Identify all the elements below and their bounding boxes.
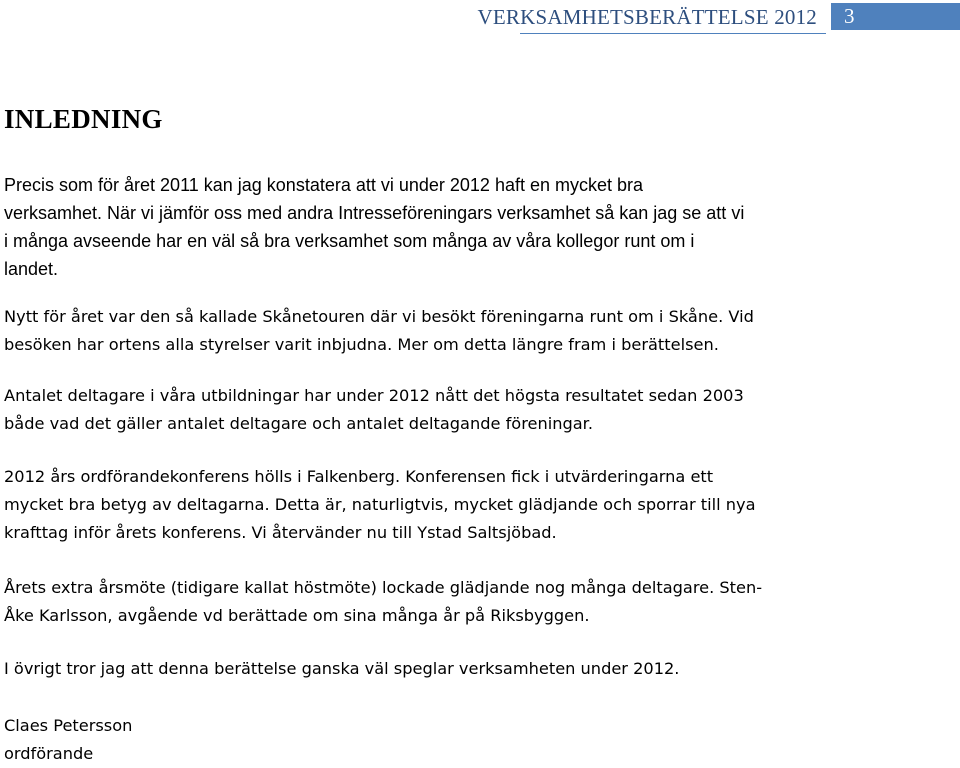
paragraph-line: i många avseende har en väl så bra verksamhet som många av våra kollegor runt om i [4,231,695,251]
document-title: VERKSAMHETSBERÄTTELSE 2012 [477,5,817,29]
paragraph-line: landet. [4,259,59,279]
paragraph-line: besöken har ortens alla styrelser varit inbjudna. Mer om detta längre fram i berättelsen. [4,335,719,354]
paragraph-line: krafttag inför årets konferens. Vi återvänder nu till Ystad Saltsjöbad. [4,523,557,542]
signature-role: ordförande [4,744,94,763]
paragraph-3 [4,382,954,438]
paragraph-1 [4,171,954,283]
paragraph-line: 2012 års ordförandekonferens hölls i Falkenberg. Konferensen fick i utvärderingarna ett [4,467,714,486]
paragraph-line: verksamhet. När vi jämför oss med andra Intresseföreningars verksamhet så kan jag se att vi [4,203,745,223]
paragraph-line: både vad det gäller antalet deltagare och antalet deltagande föreningar. [4,414,593,433]
paragraph-line: Årets extra årsmöte (tidigare kallat höstmöte) lockade glädjande nog många deltagare. Sten- [4,578,763,597]
paragraph-line: mycket bra betyg av deltagarna. Detta är, naturligtvis, mycket glädjande och sporrar till nya [4,495,756,514]
paragraph-line: I övrigt tror jag att denna berättelse ganska väl speglar verksamheten under 2012. [4,659,680,678]
header-rule [520,33,826,34]
paragraph-line: Antalet deltagare i våra utbildningar har under 2012 nått det högsta resultatet sedan 2003 [4,386,744,405]
signature-name: Claes Petersson [4,716,133,735]
paragraph-6 [4,655,954,683]
signature-block [4,712,954,768]
section-heading: INLEDNING [4,104,163,134]
paragraph-line: Åke Karlsson, avgående vd berättade om sina många år på Riksbyggen. [4,606,590,625]
page-number: 3 [831,3,960,30]
paragraph-4 [4,463,954,547]
paragraph-2 [4,303,954,359]
paragraph-line: Nytt för året var den så kallade Skånetouren där vi besökt föreningarna runt om i Skåne. Vid [4,307,754,326]
paragraph-line: Precis som för året 2011 kan jag konstatera att vi under 2012 haft en mycket bra [4,175,644,195]
page-header [0,0,960,36]
paragraph-5 [4,574,954,630]
